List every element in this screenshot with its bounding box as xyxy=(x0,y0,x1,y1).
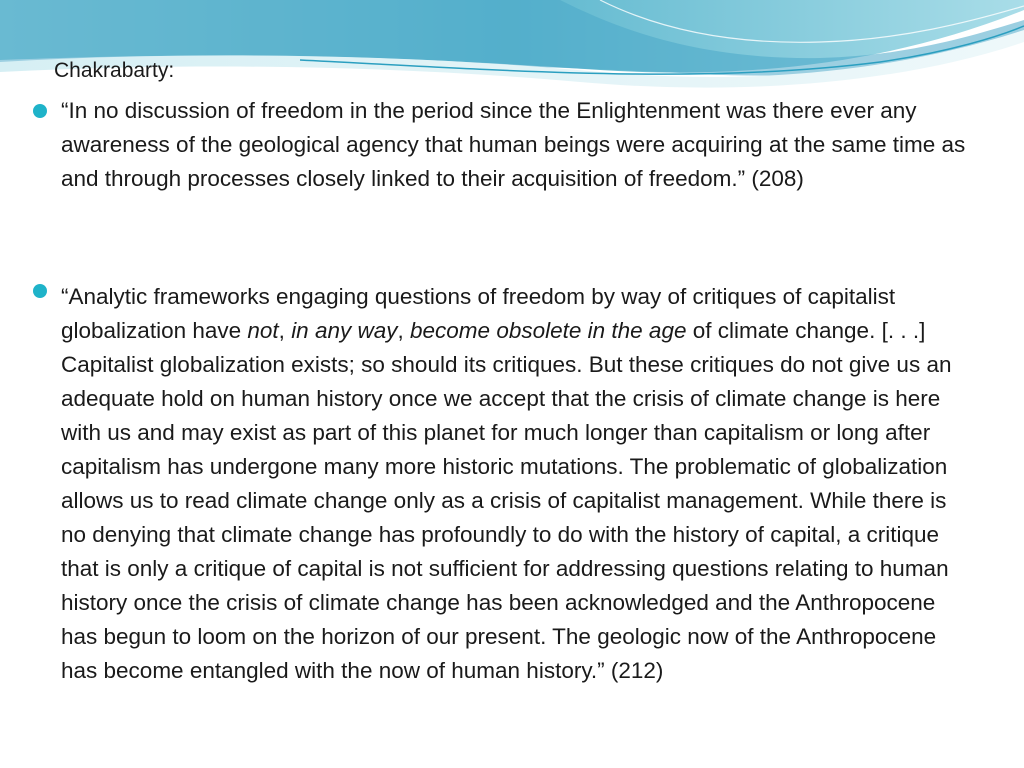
quote-emphasis: not xyxy=(247,318,279,343)
quote-text xyxy=(61,280,966,688)
quote-text: “In no discussion of freedom in the period since the Enlightenment was there ever any awareness of the geological agency that human beings were acquiring at the same time as and through processes closely linked to their acquisition of freedom.” (208) xyxy=(61,98,966,191)
quote-segment: , xyxy=(278,318,292,343)
quote-emphasis: in any way xyxy=(291,318,398,343)
bullet-dot-icon xyxy=(33,104,47,118)
quote-emphasis: become obsolete in the age xyxy=(410,318,687,343)
bullet-dot-icon xyxy=(33,284,47,298)
quote-segment: “Analytic frameworks engaging questions of freedom by way of critiques of capitalist globalization have xyxy=(61,284,896,343)
slide-heading: Chakrabarty: xyxy=(54,59,175,82)
quote-segment: , xyxy=(397,318,411,343)
quote-segment: of climate change. [. . .] Capitalist globalization exists; so should its critiques. But these critiques do not give us an adequate hold on human history once we accept that the crisis of climate change is here with us and may exist as part of this planet for much longer than capitalism or long after capitalism has undergone many more historic mutations. The problematic of globalization allows us to read climate change only as a crisis of capitalist management. While there is no denying that climate change has profoundly to do with the history of capital, a critique that is only a critique of capital is not sufficient for addressing questions relating to human history once the crisis of climate change has been acknowledged and the Anthropocene has begun to loom on the horizon of our present. The geologic now of the Anthropocene has become entangled with the now of human history.” (212) xyxy=(61,318,952,683)
